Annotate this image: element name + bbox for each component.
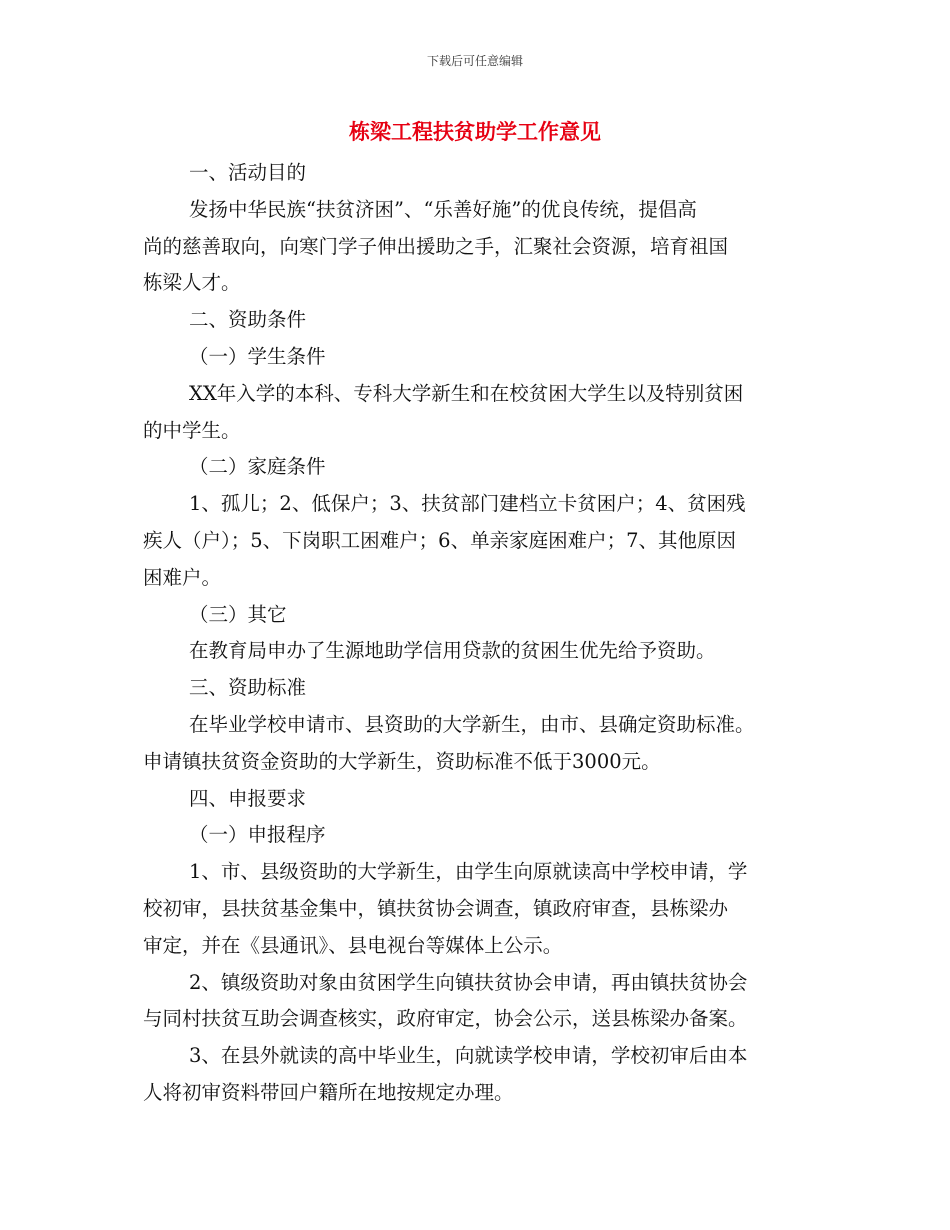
text-line: 1、孤儿；2、低保户；3、扶贫部门建档立卡贫困户；4、贫困残 bbox=[189, 492, 746, 516]
text-line: 一、活动目的 bbox=[189, 161, 307, 184]
text-line: 四、申报要求 bbox=[189, 786, 307, 810]
text-line: （二）家庭条件 bbox=[189, 455, 326, 479]
text-line: 在毕业学校申请市、县资助的大学新生，由市、县确定资助标准。 bbox=[189, 712, 755, 736]
text-line: 审定，并在《县通讯》、县电视台等媒体上公示。 bbox=[143, 933, 563, 957]
text-line: 2、镇级资助对象由贫困学生向镇扶贫协会申请，再由镇扶贫协会 bbox=[189, 970, 748, 994]
text-line: XX年入学的本科、专科大学新生和在校贫困大学生以及特别贫困 bbox=[189, 381, 744, 405]
text-line: 疾人（户）；5、下岗职工困难户；6、单亲家庭困难户；7、其他原因 bbox=[143, 528, 736, 552]
text-line: （一）申报程序 bbox=[189, 823, 326, 847]
text-line: 在教育局申办了生源地助学信用贷款的贫困生优先给予资助。 bbox=[189, 639, 716, 663]
text-line: 3、在县外就读的高中毕业生，向就读学校申请，学校初审后由本 bbox=[189, 1044, 748, 1068]
text-line: 二、资助条件 bbox=[189, 308, 307, 332]
text-line: 发扬中华民族“扶贫济困”、“乐善好施”的优良传统，提倡高 bbox=[189, 197, 697, 221]
text-line: （一）学生条件 bbox=[189, 344, 326, 368]
text-line: 困难户。 bbox=[143, 565, 222, 589]
text-line: 与同村扶贫互助会调查核实，政府审定，协会公示，送县栋梁办备案。 bbox=[143, 1007, 748, 1031]
text-line: 1、市、县级资助的大学新生，由学生向原就读高中学校申请，学 bbox=[189, 860, 748, 884]
text-line: 申请镇扶贫资金资助的大学新生，资助标准不低于3000元。 bbox=[143, 749, 661, 773]
page-header: 下载后可任意编辑 bbox=[426, 54, 523, 68]
text-line: 栋梁人才。 bbox=[143, 271, 241, 295]
text-line: 三、资助标准 bbox=[189, 676, 307, 700]
document-body bbox=[143, 155, 811, 1112]
text-line: 尚的慈善取向，向寒门学子伸出援助之手，汇聚社会资源，培育祖国 bbox=[143, 234, 729, 258]
text-line: 人将初审资料带回户籍所在地按规定办理。 bbox=[143, 1080, 514, 1104]
text-line: 校初审，县扶贫基金集中，镇扶贫协会调查，镇政府审查，县栋梁办 bbox=[143, 896, 729, 920]
text-line: 的中学生。 bbox=[143, 418, 241, 442]
text-line: （三）其它 bbox=[189, 602, 287, 626]
document-title: 栋梁工程扶贫助学工作意见 bbox=[349, 120, 601, 144]
